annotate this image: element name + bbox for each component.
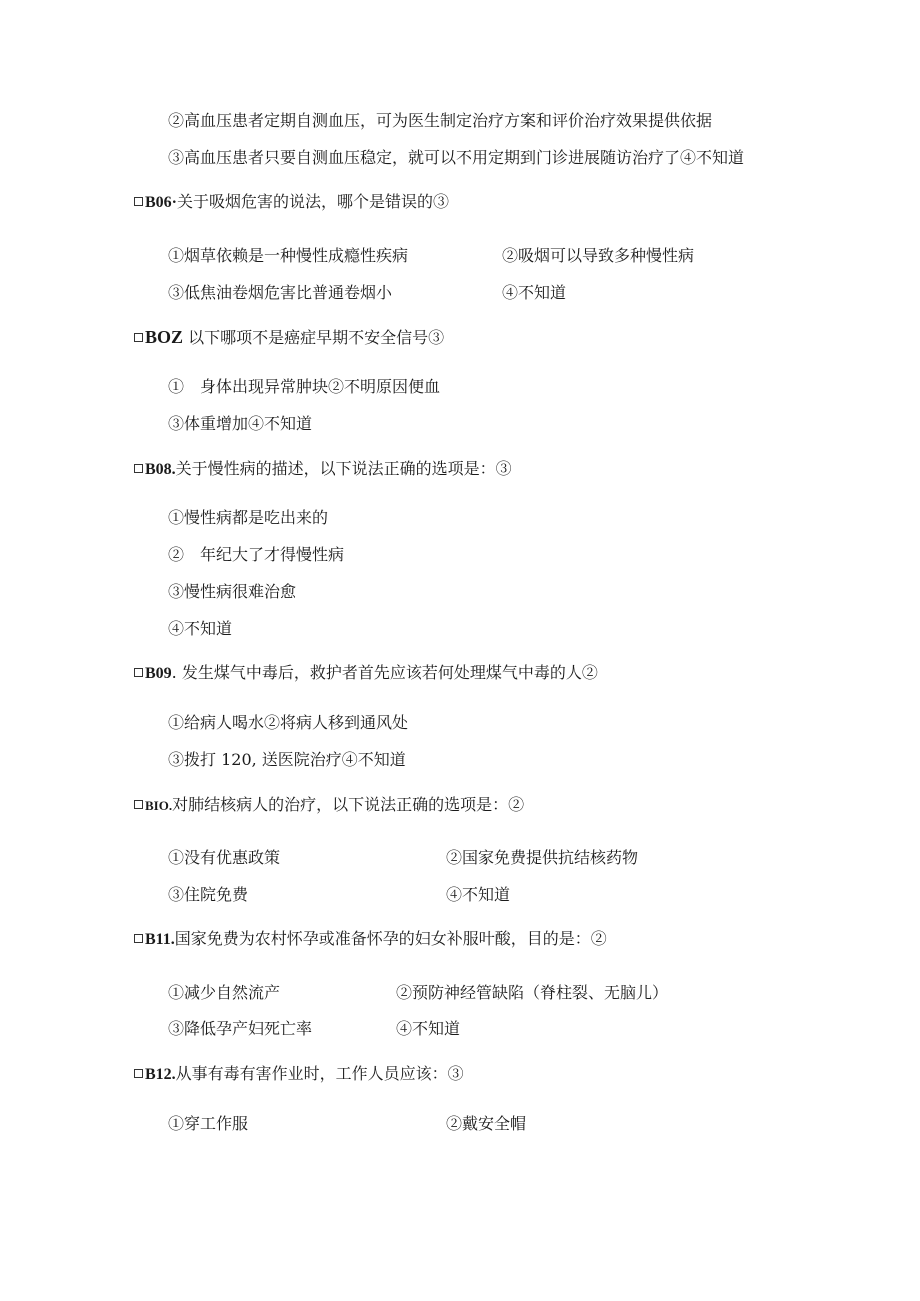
checkbox-icon: [134, 464, 143, 473]
question-id: BOZ: [145, 327, 184, 347]
intro-option-3: ③高血压患者只要自测血压稳定，就可以不用定期到门诊进展随访治疗了④不知道: [168, 148, 745, 167]
question-text: 关于吸烟危害的说法，哪个是错误的③: [177, 192, 450, 211]
option: ④不知道: [502, 283, 567, 302]
option: ①给病人喝水②将病人移到通风处: [168, 713, 409, 732]
question-text: 关于慢性病的描述，以下说法正确的选项是：③: [175, 459, 512, 478]
question-b07: [134, 326, 444, 349]
question-b08: [134, 458, 512, 481]
option: ②预防神经管缺陷（脊柱裂、无脑儿）: [396, 983, 669, 1002]
option: ①穿工作服: [168, 1114, 249, 1133]
option: ③住院免费: [168, 885, 249, 904]
question-id: B12.: [145, 1066, 176, 1083]
option: ④不知道: [396, 1019, 461, 1038]
question-text: 对肺结核病人的治疗，以下说法正确的选项是：②: [172, 795, 525, 814]
intro-option-2: ②高血压患者定期自测血压，可为医生制定治疗方案和评价治疗效果提供依据: [168, 111, 713, 130]
option: ②吸烟可以导致多种慢性病: [502, 246, 695, 265]
option: ④不知道: [446, 885, 511, 904]
checkbox-icon: [134, 333, 143, 342]
option: ④不知道: [168, 619, 233, 638]
question-id: BIO.: [145, 798, 173, 813]
option: ②国家免费提供抗结核药物: [446, 848, 639, 867]
question-text: 以下哪项不是癌症早期不安全信号③: [183, 328, 445, 347]
question-text: . 发生煤气中毒后，救护者首先应该若何处理煤气中毒的人②: [171, 663, 598, 682]
option: ③慢性病很难治愈: [168, 582, 297, 601]
question-b10: [134, 794, 524, 817]
checkbox-icon: [134, 197, 143, 206]
option: ③低焦油卷烟危害比普通卷烟小: [168, 283, 393, 302]
question-text: 从事有毒有害作业时，工作人员应该：③: [175, 1064, 464, 1083]
checkbox-icon: [134, 668, 143, 677]
checkbox-icon: [134, 800, 143, 809]
option: ②戴安全帽: [446, 1114, 527, 1133]
question-id: B08.: [145, 461, 176, 478]
option: ①烟草依赖是一种慢性成瘾性疾病: [168, 246, 409, 265]
option: ①慢性病都是吃出来的: [168, 508, 329, 527]
question-b09: [134, 662, 598, 685]
question-id: B06·: [145, 194, 178, 211]
option: ③拨打 120, 送医院治疗④不知道: [168, 750, 406, 769]
option: ③体重增加④不知道: [168, 414, 313, 433]
question-id: B09: [145, 665, 172, 682]
question-text: 国家免费为农村怀孕或准备怀孕的妇女补服叶酸，目的是：②: [174, 929, 607, 948]
option: ① 身体出现异常肿块②不明原因便血: [168, 377, 441, 396]
option: ①减少自然流产: [168, 983, 281, 1002]
question-b11: [134, 928, 607, 951]
question-id: B11.: [145, 931, 175, 948]
option: ② 年纪大了才得慢性病: [168, 545, 345, 564]
checkbox-icon: [134, 934, 143, 943]
option: ①没有优惠政策: [168, 848, 281, 867]
question-b06: [134, 191, 449, 214]
option: ③降低孕产妇死亡率: [168, 1019, 313, 1038]
question-b12: [134, 1063, 464, 1086]
checkbox-icon: [134, 1069, 143, 1078]
